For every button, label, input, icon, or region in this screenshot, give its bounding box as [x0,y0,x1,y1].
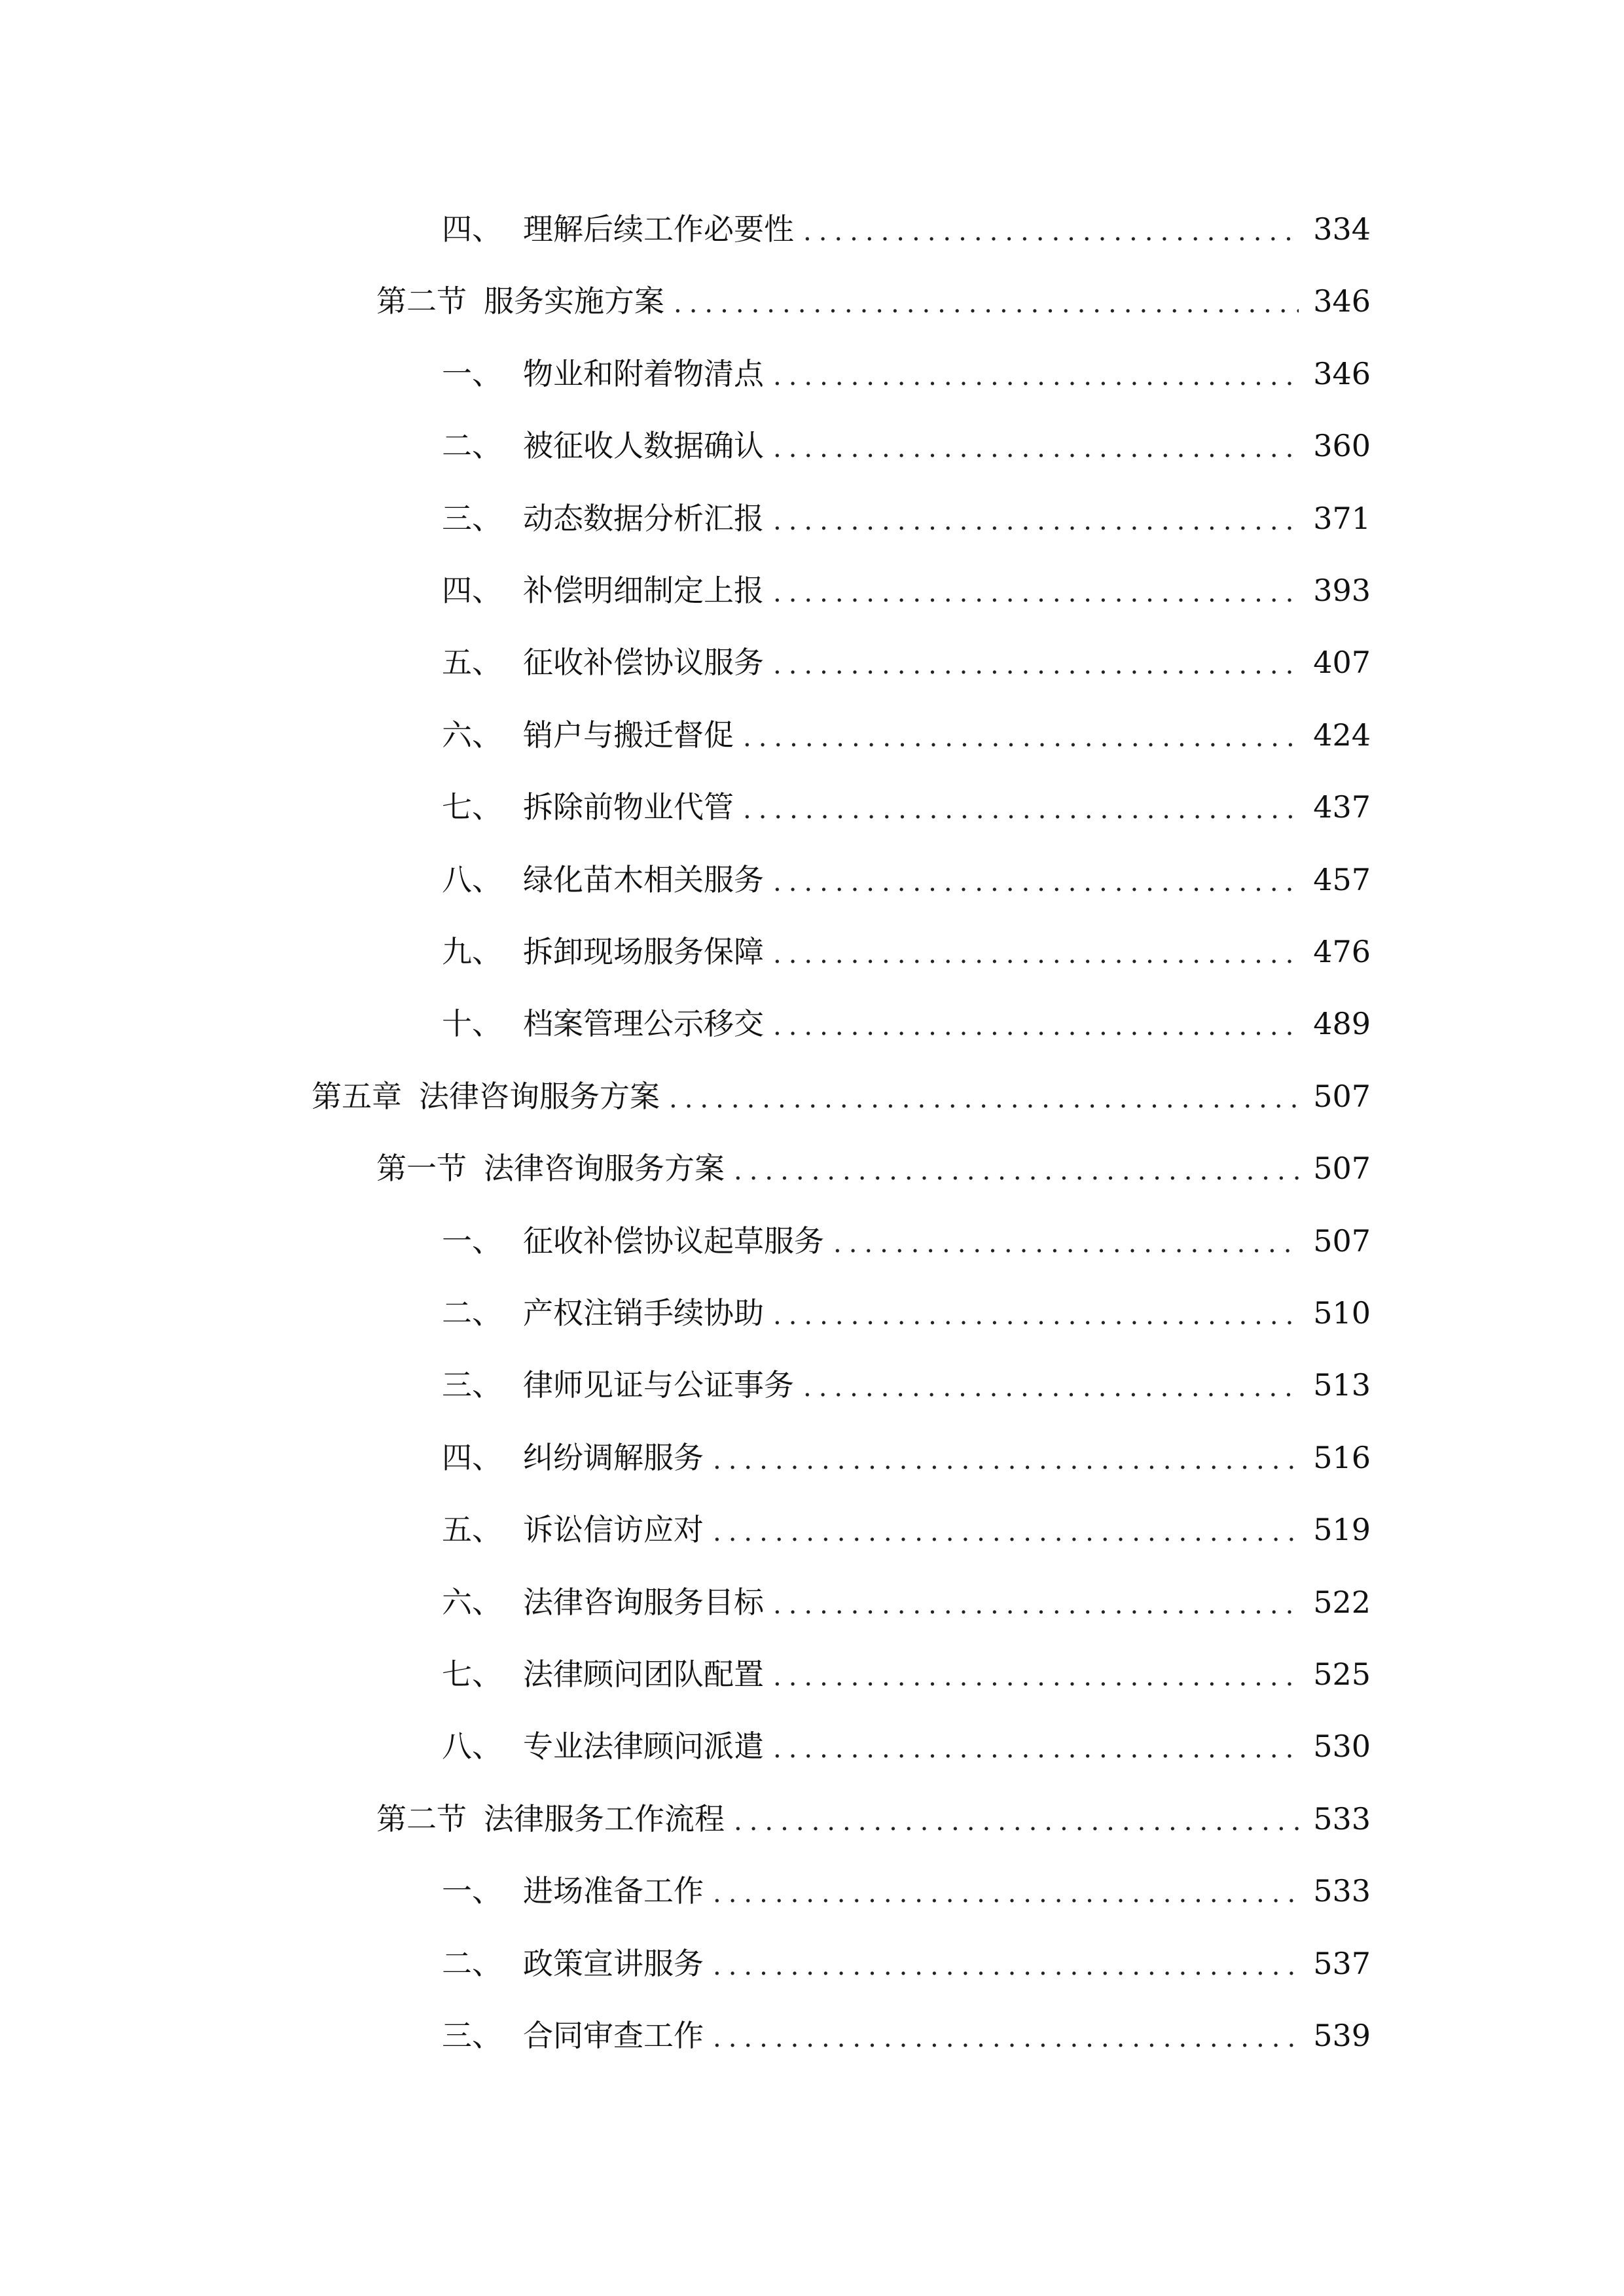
toc-entry-number: 四、 [442,1440,502,1475]
toc-entry-page-number: 530 [1313,1729,1371,1764]
toc-dot-leader [773,580,1299,606]
toc-entry-number: 四、 [442,211,502,247]
toc-entry-number: 五、 [442,1512,502,1547]
toc-dot-leader [674,291,1299,317]
toc-entry-page-number: 507 [1313,1223,1371,1259]
toc-entry-title: 律师见证与公证事务 [523,1367,794,1403]
toc-dot-leader [713,1447,1299,1473]
toc-dot-leader [773,363,1299,389]
toc-entry-title: 产权注销手续协助 [523,1295,764,1331]
toc-dot-leader [734,1158,1299,1184]
toc-entry-title: 纠纷调解服务 [523,1440,704,1475]
toc-entry-number: 八、 [442,1729,502,1764]
toc-entry-title: 被征收人数据确认 [523,428,764,463]
toc-dot-leader [713,1519,1299,1545]
toc-dot-leader [803,1374,1299,1401]
toc-entry-title: 绿化苗木相关服务 [523,862,764,897]
toc-entry-page-number: 334 [1313,211,1371,247]
toc-entry-number: 第二节 [376,283,467,319]
toc-entry-title: 动态数据分析汇报 [523,501,764,536]
toc-entry-page-number: 537 [1313,1946,1371,1981]
toc-entry-number: 四、 [442,573,502,608]
toc-entry-title: 拆除前物业代管 [523,789,734,825]
toc-entry-number: 二、 [442,1295,502,1331]
toc-entry-page-number: 407 [1313,645,1371,680]
toc-entry-number: 三、 [442,1367,502,1403]
toc-entry-page-number: 533 [1313,1873,1371,1909]
toc-entry-item[interactable] [442,925,1371,978]
toc-entry-number: 五、 [442,645,502,680]
toc-entry-title: 政策宣讲服务 [523,1946,704,1981]
toc-entry-number: 十、 [442,1006,502,1041]
toc-entry-number: 七、 [442,789,502,825]
toc-entry-item[interactable] [442,1648,1371,1700]
toc-entry-title: 法律咨询服务方案 [419,1079,660,1114]
toc-entry-item[interactable] [442,1431,1371,1484]
toc-entry-page-number: 393 [1313,573,1371,608]
toc-dot-leader [833,1230,1299,1257]
toc-dot-leader [773,652,1299,678]
toc-entry-item[interactable] [442,1359,1371,1411]
toc-entry-number: 一、 [442,1223,502,1259]
toc-entry-page-number: 476 [1313,934,1371,969]
toc-entry-page-number: 371 [1313,501,1371,536]
toc-entry-number: 一、 [442,356,502,391]
toc-entry-item[interactable] [442,853,1371,906]
toc-entry-number: 第五章 [312,1079,402,1114]
toc-entry-title: 理解后续工作必要性 [523,211,794,247]
toc-dot-leader [773,1013,1299,1039]
toc-entry-item[interactable] [442,420,1371,472]
toc-entry-chapter[interactable] [312,1070,1371,1122]
toc-dot-leader [773,1592,1299,1618]
toc-entry-item[interactable] [442,564,1371,617]
toc-entry-page-number: 507 [1313,1151,1371,1186]
toc-dot-leader [773,508,1299,534]
toc-dot-leader [773,1736,1299,1762]
toc-entry-item[interactable] [442,709,1371,761]
toc-entry-page-number: 437 [1313,789,1371,825]
toc-entry-page-number: 513 [1313,1367,1371,1403]
toc-entry-page-number: 457 [1313,862,1371,897]
toc-entry-item[interactable] [442,492,1371,545]
toc-entry-page-number: 489 [1313,1006,1371,1041]
toc-entry-section[interactable] [376,1793,1371,1845]
toc-entry-title: 法律服务工作流程 [484,1801,725,1837]
toc-entry-title: 征收补偿协议起草服务 [523,1223,824,1259]
toc-entry-title: 征收补偿协议服务 [523,645,764,680]
toc-entry-item[interactable] [442,1287,1371,1339]
toc-dot-leader [743,797,1299,823]
toc-entry-section[interactable] [376,275,1371,327]
toc-entry-title: 拆卸现场服务保障 [523,934,764,969]
toc-entry-number: 六、 [442,1585,502,1620]
toc-entry-title: 档案管理公示移交 [523,1006,764,1041]
toc-entry-number: 三、 [442,501,502,536]
toc-entry-item[interactable] [442,1576,1371,1628]
toc-entry-item[interactable] [442,203,1371,255]
toc-entry-number: 第二节 [376,1801,467,1837]
toc-dot-leader [669,1086,1299,1112]
toc-dot-leader [773,1664,1299,1690]
toc-entry-title: 法律咨询服务方案 [484,1151,725,1186]
toc-entry-number: 三、 [442,2018,502,2053]
toc-entry-page-number: 522 [1313,1585,1371,1620]
toc-entry-number: 二、 [442,1946,502,1981]
toc-entry-page-number: 346 [1313,283,1371,319]
toc-entry-number: 八、 [442,862,502,897]
toc-dot-leader [734,1808,1299,1835]
toc-entry-page-number: 360 [1313,428,1371,463]
toc-entry-title: 物业和附着物清点 [523,356,764,391]
toc-entry-page-number: 525 [1313,1657,1371,1692]
toc-entry-page-number: 539 [1313,2018,1371,2053]
toc-entry-title: 合同审查工作 [523,2018,704,2053]
toc-entry-item[interactable] [442,781,1371,833]
toc-entry-item[interactable] [442,348,1371,400]
toc-entry-item[interactable] [442,1215,1371,1267]
toc-entry-number: 一、 [442,1873,502,1909]
toc-entry-number: 第一节 [376,1151,467,1186]
toc-entry-page-number: 519 [1313,1512,1371,1547]
toc-entry-item[interactable] [442,1865,1371,1917]
toc-entry-title: 服务实施方案 [484,283,664,319]
toc-dot-leader [803,219,1299,245]
toc-dot-leader [773,941,1299,967]
toc-entry-item[interactable] [442,1720,1371,1772]
toc-dot-leader [713,2025,1299,2051]
toc-entry-title: 进场准备工作 [523,1873,704,1909]
toc-entry-title: 销户与搬迁督促 [523,717,734,753]
toc-entry-item[interactable] [442,1503,1371,1556]
toc-entry-item[interactable] [442,2009,1371,2062]
toc-entry-title: 专业法律顾问派遣 [523,1729,764,1764]
toc-dot-leader [713,1953,1299,1979]
toc-entry-number: 七、 [442,1657,502,1692]
toc-entry-title: 法律咨询服务目标 [523,1585,764,1620]
toc-entry-page-number: 346 [1313,356,1371,391]
toc-entry-number: 二、 [442,428,502,463]
toc-entry-page-number: 507 [1313,1079,1371,1114]
toc-entry-number: 九、 [442,934,502,969]
toc-entry-page-number: 516 [1313,1440,1371,1475]
toc-entry-title: 诉讼信访应对 [523,1512,704,1547]
toc-entry-page-number: 424 [1313,717,1371,753]
toc-entry-section[interactable] [376,1142,1371,1194]
toc-entry-item[interactable] [442,997,1371,1050]
toc-entry-number: 六、 [442,717,502,753]
toc-entry-title: 补偿明细制定上报 [523,573,764,608]
toc-dot-leader [773,435,1299,461]
toc-dot-leader [773,1302,1299,1329]
toc-entry-item[interactable] [442,1937,1371,1990]
toc-dot-leader [743,725,1299,751]
toc-dot-leader [713,1880,1299,1907]
toc-entry-title: 法律顾问团队配置 [523,1657,764,1692]
toc-entry-page-number: 533 [1313,1801,1371,1837]
toc-entry-page-number: 510 [1313,1295,1371,1331]
toc-dot-leader [773,869,1299,895]
toc-entry-item[interactable] [442,636,1371,689]
